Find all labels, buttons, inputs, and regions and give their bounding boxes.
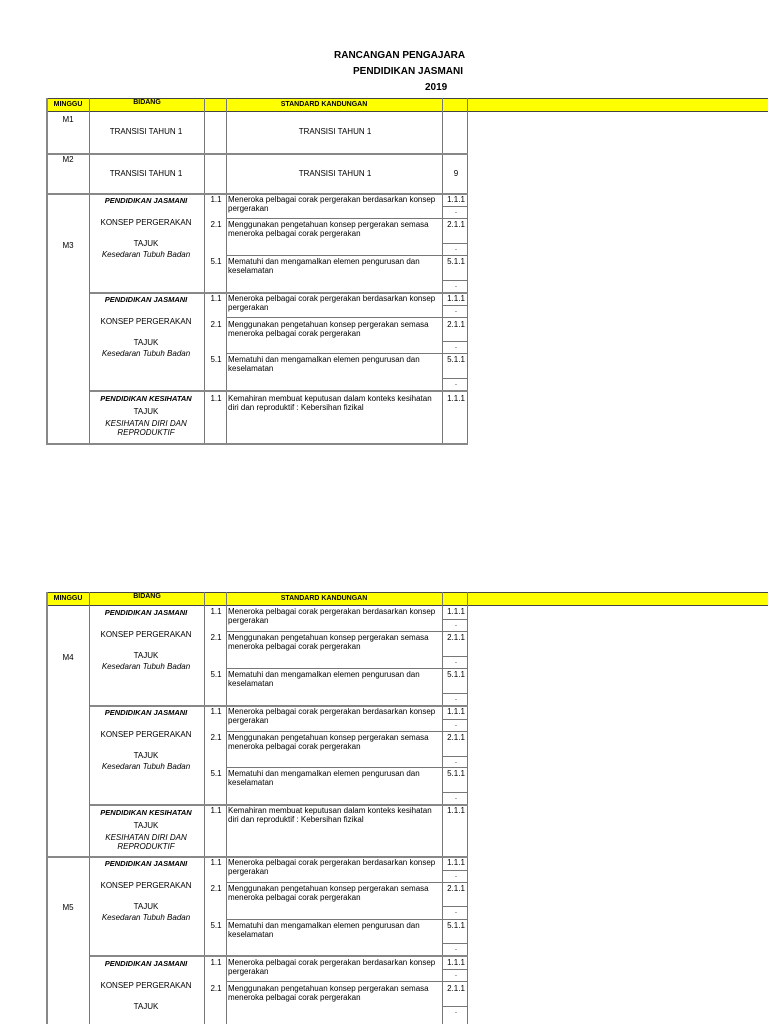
m4c-k11-text: Kemahiran membuat keputusan dalam konteks kesihatan diri dan reproduktif : Kebersihan fizikal xyxy=(228,806,432,824)
m4b-s11-code: 1.1.1 xyxy=(447,707,465,716)
week-m1: M1 xyxy=(62,115,74,124)
m4a-s11-num: 1.1 xyxy=(210,607,222,616)
table-header-row xyxy=(46,98,768,112)
m4c-pk-label: PENDIDIKAN KESIHATAN xyxy=(100,808,192,817)
m4b-s51-code: 5.1.1 xyxy=(447,769,465,778)
m5a-kesedaran-label: Kesedaran Tubuh Badan xyxy=(101,913,191,922)
m4c-k11-code: 1.1.1 xyxy=(447,806,465,815)
header-standard-kandungan-2: STANDARD KANDUNGAN xyxy=(280,595,368,602)
m5b-s21-code: 2.1.1 xyxy=(447,984,465,993)
header-bidang: BIDANG xyxy=(133,99,161,106)
m4b-pj-label: PENDIDIKAN JASMANI xyxy=(104,708,188,717)
m4b-konsep-label: KONSEP PERGERAKAN xyxy=(100,730,192,739)
table-header-row-2 xyxy=(46,592,768,606)
document-title-line3: 2019 xyxy=(425,82,448,93)
m3b-konsep-label: KONSEP PERGERAKAN xyxy=(100,317,192,326)
m5b-s11-text: Meneroka pelbagai corak pergerakan berdasarkan konsep pergerakan xyxy=(228,958,436,976)
m5a-konsep-label: KONSEP PERGERAKAN xyxy=(100,881,192,890)
m4a-s21-text: Menggunakan pengetahuan konsep pergerakan semasa meneroka pelbagai corak pergerakan xyxy=(228,633,429,651)
week-m2: M2 xyxy=(62,155,74,164)
header-minggu: MINGGU xyxy=(53,101,83,108)
m4a-pj-label: PENDIDIKAN JASMANI xyxy=(104,608,188,617)
m3a-dot1: . xyxy=(454,206,458,215)
header-minggu-2: MINGGU xyxy=(53,595,83,602)
m3a-s21-code: 2.1.1 xyxy=(447,220,465,229)
m4b-s51-text: Mematuhi dan mengamalkan elemen pengurusan dan keselamatan xyxy=(228,769,420,787)
m4c-bidang xyxy=(90,808,202,851)
m1-standard-transisi: TRANSISI TAHUN 1 xyxy=(298,127,372,136)
m3a-dot2: . xyxy=(454,243,458,252)
m4a-bidang xyxy=(90,608,202,671)
m3a-s51-num: 5.1 xyxy=(210,257,222,266)
m5b-tajuk-label: TAJUK xyxy=(133,1002,159,1011)
m4c-kesihatan-label: KESIHATAN DIRI DAN REPRODUKTIF xyxy=(105,833,187,851)
m2-code: 9 xyxy=(453,169,459,178)
m3c-k11-text: Kemahiran membuat keputusan dalam konteks kesihatan diri dan reproduktif : Kebersihan fizikal xyxy=(228,394,432,412)
m5b-dot1: . xyxy=(454,969,458,978)
m3a-pj-label: PENDIDIKAN JASMANI xyxy=(104,196,188,205)
m4b-dot2: . xyxy=(454,756,458,765)
m4b-s11-text: Meneroka pelbagai corak pergerakan berdasarkan konsep pergerakan xyxy=(228,707,436,725)
m3c-k11-code: 1.1.1 xyxy=(447,394,465,403)
m4b-dot3: . xyxy=(454,792,458,801)
m3a-konsep-label: KONSEP PERGERAKAN xyxy=(100,218,192,227)
week-m3: M3 xyxy=(62,241,74,250)
m3c-k11-num: 1.1 xyxy=(210,394,222,403)
m4a-dot1: . xyxy=(454,619,458,628)
m3a-s11-num: 1.1 xyxy=(210,195,222,204)
m4b-s11-num: 1.1 xyxy=(210,707,222,716)
m3b-s51-code: 5.1.1 xyxy=(447,355,465,364)
m3b-s21-text: Menggunakan pengetahuan konsep pergerakan semasa meneroka pelbagai corak pergerakan xyxy=(228,320,429,338)
m1-bidang-transisi: TRANSISI TAHUN 1 xyxy=(109,127,183,136)
m4c-tajuk-label: TAJUK xyxy=(133,821,159,830)
m5a-s51-text: Mematuhi dan mengamalkan elemen pengurusan dan keselamatan xyxy=(228,921,420,939)
m5b-s21-text: Menggunakan pengetahuan konsep pergerakan semasa meneroka pelbagai corak pergerakan xyxy=(228,984,429,1002)
m4b-tajuk-label: TAJUK xyxy=(133,751,159,760)
m5a-s21-code: 2.1.1 xyxy=(447,884,465,893)
m5a-pj-label: PENDIDIKAN JASMANI xyxy=(104,859,188,868)
m4a-dot3: . xyxy=(454,693,458,702)
m4b-kesedaran-label: Kesedaran Tubuh Badan xyxy=(101,762,191,771)
m2-bidang-transisi: TRANSISI TAHUN 1 xyxy=(109,169,183,178)
m5a-s11-code: 1.1.1 xyxy=(447,858,465,867)
m3b-s21-code: 2.1.1 xyxy=(447,320,465,329)
m5b-konsep-label: KONSEP PERGERAKAN xyxy=(100,981,192,990)
m5a-tajuk-label: TAJUK xyxy=(133,902,159,911)
header-bidang-2: BIDANG xyxy=(133,593,161,600)
m3b-pj-label: PENDIDIKAN JASMANI xyxy=(104,295,188,304)
m4c-k11-num: 1.1 xyxy=(210,806,222,815)
m5a-dot1: . xyxy=(454,870,458,879)
m3a-s11-code: 1.1.1 xyxy=(447,195,465,204)
m3b-dot3: . xyxy=(454,378,458,387)
m3a-tajuk-label: TAJUK xyxy=(133,239,159,248)
m5b-s11-num: 1.1 xyxy=(210,958,222,967)
m5b-pj-label: PENDIDIKAN JASMANI xyxy=(104,959,188,968)
m4b-dot1: . xyxy=(454,719,458,728)
m5b-bidang xyxy=(90,959,202,1011)
m3a-s21-text: Menggunakan pengetahuan konsep pergerakan semasa meneroka pelbagai corak pergerakan xyxy=(228,220,429,238)
m5b-dot2: . xyxy=(454,1006,458,1015)
m5a-s11-text: Meneroka pelbagai corak pergerakan berdasarkan konsep pergerakan xyxy=(228,858,436,876)
m4b-s21-code: 2.1.1 xyxy=(447,733,465,742)
m3a-s51-text: Mematuhi dan mengamalkan elemen pengurusan dan keselamatan xyxy=(228,257,420,275)
m3b-bidang xyxy=(90,295,202,358)
m4a-tajuk-label: TAJUK xyxy=(133,651,159,660)
m3a-dot3: . xyxy=(454,280,458,289)
m2-standard-transisi: TRANSISI TAHUN 1 xyxy=(298,169,372,178)
plan-table-page1 xyxy=(46,98,468,445)
m4a-s11-text: Meneroka pelbagai corak pergerakan berdasarkan konsep pergerakan xyxy=(228,607,436,625)
m3a-s11-text: Meneroka pelbagai corak pergerakan berdasarkan konsep pergerakan xyxy=(228,195,436,213)
plan-table-page2 xyxy=(46,592,468,1024)
m4b-s21-num: 2.1 xyxy=(210,733,222,742)
m3c-bidang xyxy=(90,394,202,437)
m3a-bidang xyxy=(90,196,202,259)
m4a-s51-num: 5.1 xyxy=(210,670,222,679)
m4a-konsep-label: KONSEP PERGERAKAN xyxy=(100,630,192,639)
m3b-kesedaran-label: Kesedaran Tubuh Badan xyxy=(101,349,191,358)
document-title-line2: PENDIDIKAN JASMANI xyxy=(353,66,464,77)
m4a-s11-code: 1.1.1 xyxy=(447,607,465,616)
m4b-bidang xyxy=(90,708,202,771)
m3b-s51-num: 5.1 xyxy=(210,355,222,364)
m3b-dot2: . xyxy=(454,341,458,350)
m3b-s51-text: Mematuhi dan mengamalkan elemen pengurusan dan keselamatan xyxy=(228,355,420,373)
m4a-s51-text: Mematuhi dan mengamalkan elemen pengurusan dan keselamatan xyxy=(228,670,420,688)
m3c-kesihatan-label: KESIHATAN DIRI DAN REPRODUKTIF xyxy=(105,419,187,437)
m3a-s21-num: 2.1 xyxy=(210,220,222,229)
m5a-dot3: . xyxy=(454,943,458,952)
m3b-s11-text: Meneroka pelbagai corak pergerakan berdasarkan konsep pergerakan xyxy=(228,294,436,312)
m4b-s21-text: Menggunakan pengetahuan konsep pergerakan semasa meneroka pelbagai corak pergerakan xyxy=(228,733,429,751)
m3b-tajuk-label: TAJUK xyxy=(133,338,159,347)
m5a-bidang xyxy=(90,859,202,922)
week-m4: M4 xyxy=(62,653,74,662)
m5a-s11-num: 1.1 xyxy=(210,858,222,867)
m3a-kesedaran-label: Kesedaran Tubuh Badan xyxy=(101,250,191,259)
m3a-s51-code: 5.1.1 xyxy=(447,257,465,266)
m4a-s21-num: 2.1 xyxy=(210,633,222,642)
m4a-kesedaran-label: Kesedaran Tubuh Badan xyxy=(101,662,191,671)
m3b-dot1: . xyxy=(454,305,458,314)
m4a-dot2: . xyxy=(454,656,458,665)
m3b-s11-num: 1.1 xyxy=(210,294,222,303)
document-title-line1: RANCANGAN PENGAJARA xyxy=(334,50,466,61)
m5b-s21-num: 2.1 xyxy=(210,984,222,993)
m5a-s21-text: Menggunakan pengetahuan konsep pergerakan semasa meneroka pelbagai corak pergerakan xyxy=(228,884,429,902)
m3c-tajuk-label: TAJUK xyxy=(133,407,159,416)
m5b-s11-code: 1.1.1 xyxy=(447,958,465,967)
header-standard-kandungan: STANDARD KANDUNGAN xyxy=(280,101,368,108)
m3c-pk-label: PENDIDIKAN KESIHATAN xyxy=(100,394,192,403)
m5a-s51-num: 5.1 xyxy=(210,921,222,930)
m5a-s21-num: 2.1 xyxy=(210,884,222,893)
m5a-dot2: . xyxy=(454,906,458,915)
m3b-s21-num: 2.1 xyxy=(210,320,222,329)
m4a-s21-code: 2.1.1 xyxy=(447,633,465,642)
m4a-s51-code: 5.1.1 xyxy=(447,670,465,679)
m3b-s11-code: 1.1.1 xyxy=(447,294,465,303)
m5a-s51-code: 5.1.1 xyxy=(447,921,465,930)
week-m5: M5 xyxy=(62,903,74,912)
m4b-s51-num: 5.1 xyxy=(210,769,222,778)
